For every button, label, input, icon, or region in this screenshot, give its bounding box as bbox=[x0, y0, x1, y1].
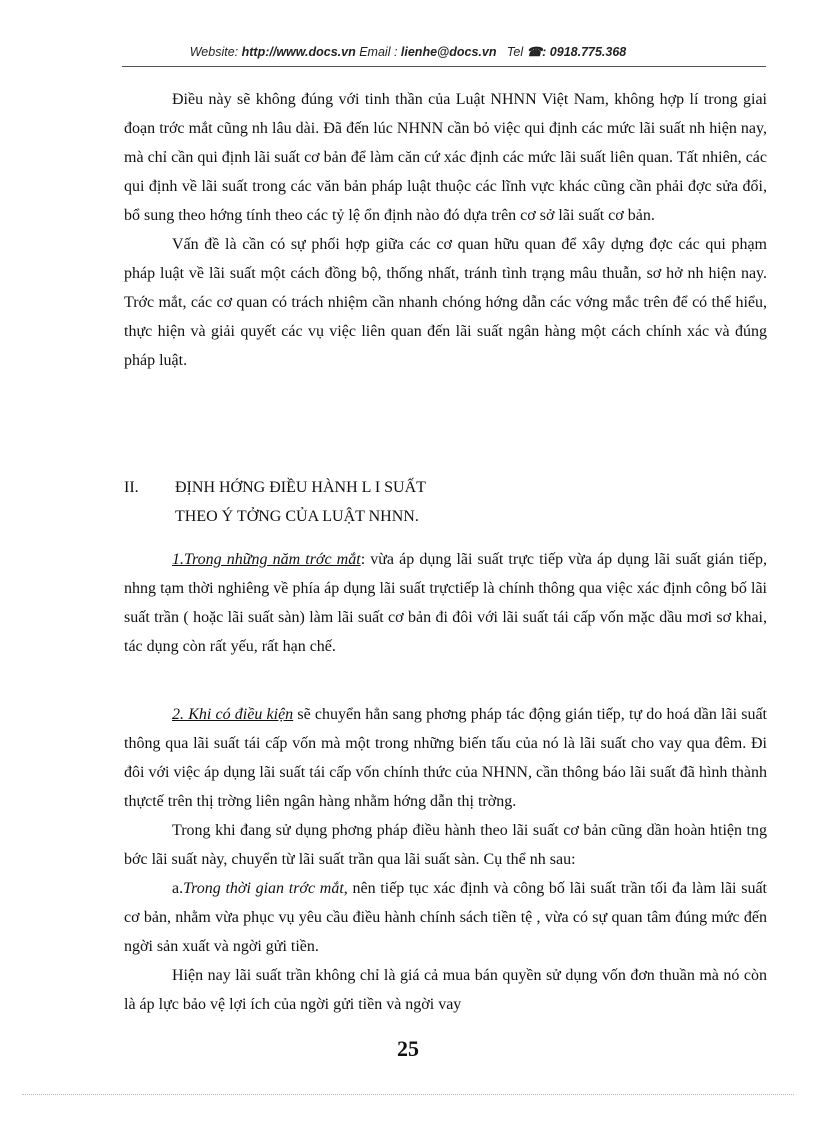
top-paragraphs bbox=[124, 85, 767, 375]
header-divider bbox=[122, 66, 766, 67]
page-header bbox=[0, 44, 816, 59]
email-link[interactable]: lienhe@docs.vn bbox=[400, 45, 497, 59]
phone-number: : 0918.775.368 bbox=[542, 45, 627, 59]
item-1 bbox=[124, 545, 767, 661]
section-number: II. bbox=[124, 479, 139, 496]
footer-divider bbox=[22, 1094, 794, 1095]
section-title-line1: ĐỊNH HỚNG ĐIỀU HÀNH L I SUẤT bbox=[175, 479, 426, 496]
website-link[interactable]: http://www.docs.vn bbox=[241, 45, 356, 59]
item-a-lead: Trong thời gian trớc mắt bbox=[183, 880, 344, 897]
tel-label: Tel bbox=[506, 45, 524, 59]
page-number: 25 bbox=[397, 1036, 419, 1061]
phone-icon: ☎ bbox=[526, 45, 543, 59]
paragraph-2: Vấn đề là cần có sự phối hợp giữa các cơ quan hữu quan để xây dựng đợc các qui phạm pháp luật về lãi suất một cách đồng bộ, thống nhất, tránh tình trạng mâu thuẫn, sơ hở nh hiện nay. Trớc mắt, các cơ quan có trách nhiệm cần nhanh chóng hớng dẫn các vớng mắc trên để có thể hiểu, thực hiện và giải quyết các vụ việc liên quan đến lãi suất ngân hàng một cách chính xác và đúng pháp luật. bbox=[124, 236, 767, 369]
paragraph-last: Hiện nay lãi suất trần không chỉ là giá cả mua bán quyền sử dụng vốn đơn thuần mà nó còn là áp lực bảo vệ lợi ích của ngời gửi tiền và ngời vay bbox=[124, 967, 767, 1013]
section-title-line2: THEO Ý TỞNG CỦA LUẬT NHNN. bbox=[175, 508, 419, 525]
paragraph-method: Trong khi đang sử dụng phơng pháp điều hành theo lãi suất cơ bản cũng dần hoàn htiện tng bớc lãi suất này, chuyển từ lãi suất trần qua lãi suất sàn. Cụ thể nh sau: bbox=[124, 822, 767, 868]
item-2-block bbox=[124, 700, 767, 1019]
item-a-prefix: a. bbox=[172, 880, 184, 897]
item-1-text: : vừa áp dụng lãi suất trực tiếp vừa áp dụng lãi suất gián tiếp, nhng tạm thời nghiêng về phía áp dụng lãi suất trựctiếp là chính thông qua việc xác định công bố lãi suất trần ( hoặc lãi suất sàn) làm lãi suất cơ bản đi đôi với lãi suất tái cấp vốn mặc dầu mơi sơ khai, tác dụng còn rất yếu, rất hạn chế. bbox=[124, 551, 767, 655]
paragraph-1: Điều này sẽ không đúng với tinh thần của Luật NHNN Việt Nam, không hợp lí trong giai đoạn trớc mắt cũng nh lâu dài. Đã đến lúc NHNN cần bỏ việc qui định các mức lãi suất nh hiện nay, mà chỉ cần qui định lãi suất cơ bản để làm căn cứ xác định các mức lãi suất liên quan. Tất nhiên, các qui định về lãi suất trong các văn bản pháp luật thuộc các lĩnh vực khác cũng cần phải đợc sửa đổi, bổ sung theo hớng tính theo các tỷ lệ ổn định nào đó dựa trên cơ sở lãi suất cơ bản. bbox=[124, 91, 767, 224]
item-2-lead: 2. Khi có điều kiện bbox=[172, 706, 294, 723]
item-a-text: , nên tiếp tục xác định và công bố lãi suất trần tối đa làm lãi suất cơ bản, nhằm vừa phục vụ yêu cầu điều hành chính sách tiền tệ , vừa có sự quan tâm đúng mức đến ngời sản xuất và ngời gửi tiền. bbox=[124, 880, 767, 955]
item-2-text: sẽ chuyển hẳn sang phơng pháp tác động gián tiếp, tự do hoá dần lãi suất thông qua lãi suất tái cấp vốn mà một trong những biến tấu của nó là lãi suất cho vay qua đêm. Đi đôi với việc áp dụng lãi suất tái cấp vốn chính thức của NHNN, cần thông báo lãi suất đã hình thành thựctế trên thị trờng liên ngân hàng nhằm hớng dẫn thị trờng. bbox=[124, 706, 767, 810]
email-label: Email : bbox=[359, 45, 398, 59]
item-1-lead: 1.Trong những năm trớc mắt bbox=[172, 551, 361, 568]
website-label: Website: bbox=[189, 45, 239, 59]
